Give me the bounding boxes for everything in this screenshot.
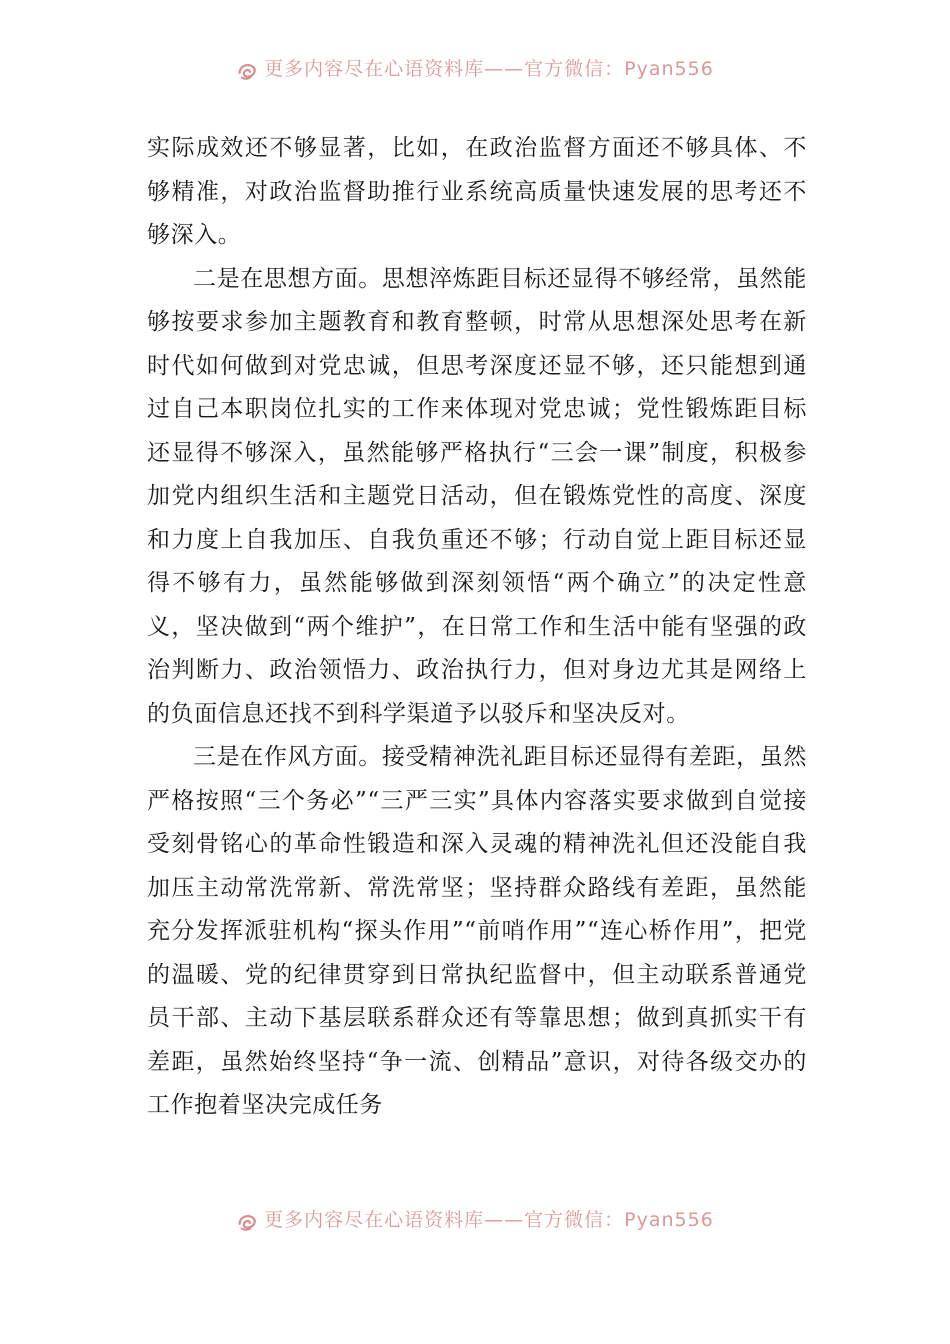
watermark-text: 更多内容尽在心语资料库——官方微信：Pyan556 (264, 57, 714, 80)
header-watermark (0, 55, 950, 87)
logo-swirl-icon (236, 1211, 258, 1233)
logo-swirl-icon (236, 60, 258, 82)
footer-watermark (0, 1206, 950, 1238)
paragraph-style: 三是在作风方面。接受精神洗礼距目标还显得有差距，虽然严格按照“三个务必”“三严三实”具体内容落实要求做到自觉接受刻骨铭心的革命性锻造和深入灵魂的精神洗礼但还没能自我加压主动常洗常新、常洗常坚；坚持群众路线有差距，虽然能充分发挥派驻机构“探头作用”“前哨作用”“连心桥作用”，把党的温暖、党的纪律贯穿到日常执纪监督中，但主动联系普通党员干部、主动下基层联系群众还有等靠思想；做到真抓实干有差距，虽然始终坚持“争一流、创精品”意识，对待各级交办的工作抱着坚决完成任务 (147, 744, 807, 1118)
document-body (147, 127, 807, 1128)
paragraph-continued: 实际成效还不够显著，比如，在政治监督方面还不够具体、不够精准，对政治监督助推行业系统高质量快速发展的思考还不够深入。 (147, 135, 807, 248)
paragraph-thought: 二是在思想方面。思想淬炼距目标还显得不够经常，虽然能够按要求参加主题教育和教育整顿，时常从思想深处思考在新时代如何做到对党忠诚，但思考深度还显不够，还只能想到通过自己本职岗位扎实的工作来体现对党忠诚；党性锻炼距目标还显得不够深入，虽然能够严格执行“三会一课”制度，积极参加党内组织生活和主题党日活动，但在锻炼党性的高度、深度和力度上自我加压、自我负重还不够；行动自觉上距目标还显得不够有力，虽然能够做到深刻领悟“两个确立”的决定性意义，坚决做到“两个维护”，在日常工作和生活中能有坚强的政治判断力、政治领悟力、政治执行力，但对身边尤其是网络上的负面信息还找不到科学渠道予以驳斥和坚决反对。 (147, 265, 807, 727)
watermark-text: 更多内容尽在心语资料库——官方微信：Pyan556 (264, 1208, 714, 1231)
